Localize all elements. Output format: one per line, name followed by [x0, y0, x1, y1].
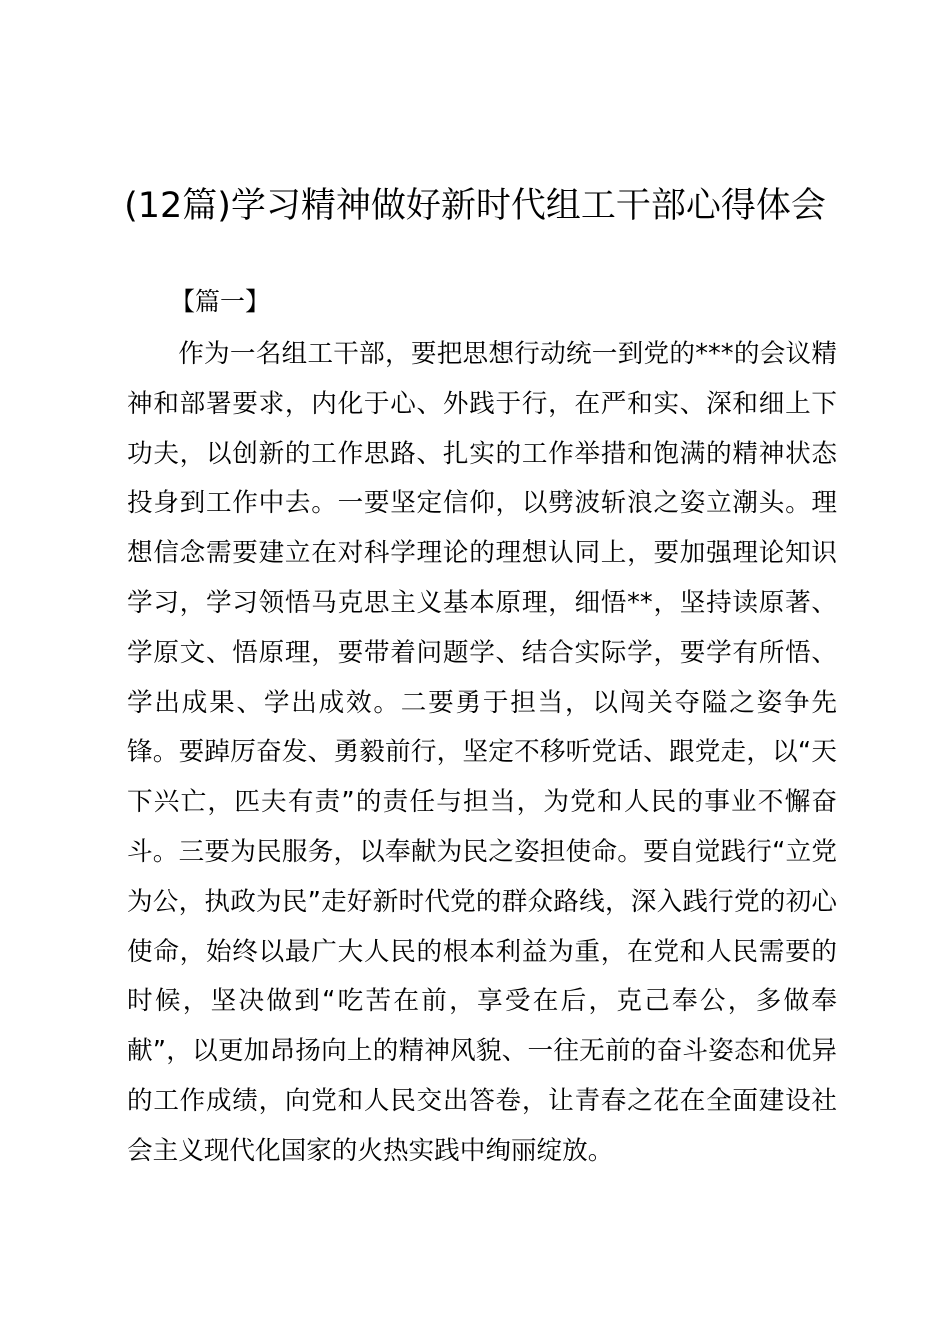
section-label: 【篇一】: [170, 287, 271, 316]
document-title: (12篇)学习精神做好新时代组工干部心得体会: [124, 186, 826, 226]
body-paragraph: 作为一名组工干部，要把思想行动统一到党的***的会议精神和部署要求，内化于心、外践于行，在严和实、深和细上下功夫，以创新的工作思路、扎实的工作举措和饱满的精神状态投身到工作中去。一要坚定信仰，以劈波斩浪之姿立潮头。理想信念需要建立在对科学理论的理想认同上，要加强理论知识学习，学习领悟马克思主义基本原理，细悟**，坚持读原著、学原文、悟原理，要带着问题学、结合实际学，要学有所悟、学出成果、学出成效。二要勇于担当，以闯关夺隘之姿争先锋。要踔厉奋发、勇毅前行，坚定不移听党话、跟党走，以“天下兴亡，匹夫有责”的责任与担当，为党和人民的事业不懈奋斗。三要为民服务，以奉献为民之姿担使命。要自觉践行“立党为公，执政为民”走好新时代党的群众路线，深入践行党的初心使命，始终以最广大人民的根本利益为重，在党和人民需要的时候，坚决做到“吃苦在前，享受在后，克己奉公，多做奉献”，以更加昂扬向上的精神风貌、一往无前的奋斗姿态和优异的工作成绩，向党和人民交出答卷，让青春之花在全面建设社会主义现代化国家的火热实践中绚丽绽放。: [127, 339, 837, 1166]
